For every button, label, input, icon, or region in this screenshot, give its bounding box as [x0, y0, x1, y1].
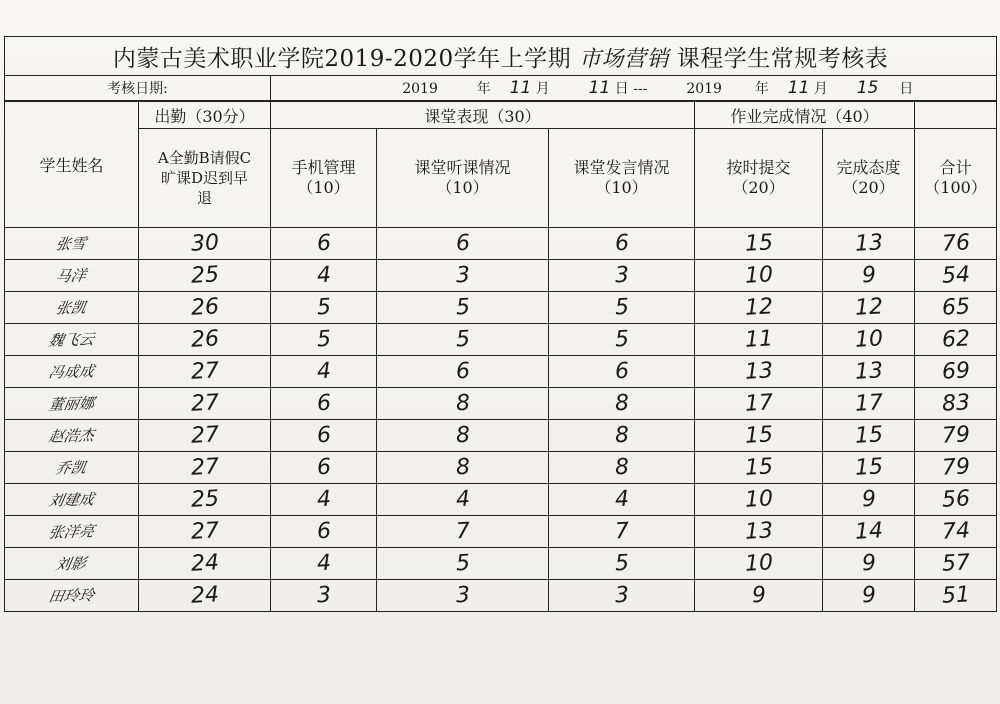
table-row [5, 356, 997, 388]
score-listening: 3 [454, 262, 471, 289]
student-rows [5, 228, 997, 612]
score-attendance: 24 [189, 550, 220, 577]
score-cell-total [915, 324, 997, 356]
table-row [5, 516, 997, 548]
student-name-cell [5, 356, 139, 388]
start-year: 2019 [402, 81, 438, 97]
student-name-cell [5, 420, 139, 452]
score-phone: 4 [315, 550, 332, 577]
score-speaking: 4 [613, 486, 630, 513]
score-cell-speaking [549, 292, 695, 324]
student-name-cell [5, 580, 139, 612]
score-total: 62 [940, 326, 971, 353]
header-attendance: 出勤（30分） [139, 101, 271, 129]
score-listening: 4 [454, 486, 471, 513]
score-cell-listening [377, 292, 549, 324]
total-label: 合计 [939, 158, 972, 177]
score-cell-attitude [823, 452, 915, 484]
title-suffix: 课程学生常规考核表 [676, 45, 889, 72]
score-cell-attendance [139, 324, 271, 356]
score-speaking: 3 [613, 262, 630, 289]
score-phone: 6 [315, 518, 332, 545]
year-char-1: 年 [476, 81, 491, 97]
student-name-cell [5, 452, 139, 484]
score-cell-attendance [139, 580, 271, 612]
score-total: 79 [940, 454, 971, 481]
score-on-time: 9 [750, 582, 767, 609]
header-speaking [549, 129, 695, 228]
student-name: 董丽娜 [47, 394, 96, 414]
score-cell-attitude [823, 484, 915, 516]
score-cell-phone [271, 484, 377, 516]
score-attitude: 9 [860, 486, 877, 513]
score-attendance: 26 [189, 326, 220, 353]
score-cell-attendance [139, 452, 271, 484]
day-char-2: 日 [899, 81, 914, 97]
score-phone: 4 [315, 486, 332, 513]
score-attendance: 25 [189, 486, 220, 513]
score-cell-phone [271, 356, 377, 388]
score-cell-total [915, 260, 997, 292]
score-attendance: 27 [189, 422, 220, 449]
score-attendance: 27 [189, 390, 220, 417]
score-cell-on-time [695, 228, 823, 260]
title-prefix: 内蒙古美术职业学院2019-2020学年上学期 [112, 45, 572, 72]
score-attitude: 14 [853, 518, 884, 545]
score-cell-total [915, 356, 997, 388]
start-day: 11 [588, 78, 611, 98]
student-name: 乔凯 [54, 458, 89, 478]
student-name: 赵浩杰 [47, 426, 96, 446]
score-cell-on-time [695, 356, 823, 388]
score-on-time: 10 [743, 550, 774, 577]
score-cell-phone [271, 292, 377, 324]
score-cell-speaking [549, 452, 695, 484]
score-total: 79 [940, 422, 971, 449]
score-attitude: 10 [853, 326, 884, 353]
score-on-time: 15 [743, 454, 774, 481]
score-cell-attendance [139, 228, 271, 260]
score-total: 74 [940, 518, 971, 545]
header-listening [377, 129, 549, 228]
assessment-table [4, 36, 997, 612]
score-cell-phone [271, 324, 377, 356]
score-phone: 5 [315, 294, 332, 321]
student-name: 田玲玲 [47, 586, 96, 606]
score-cell-attendance [139, 356, 271, 388]
score-listening: 3 [454, 582, 471, 609]
score-cell-listening [377, 228, 549, 260]
score-cell-attendance [139, 516, 271, 548]
score-on-time: 15 [743, 230, 774, 257]
score-cell-speaking [549, 580, 695, 612]
speaking-label: 课堂发言情况 [573, 158, 670, 177]
student-name: 马洋 [54, 266, 89, 286]
score-listening: 7 [454, 518, 471, 545]
header-attendance-codes [139, 129, 271, 228]
student-name-cell [5, 228, 139, 260]
month-char-1: 月 [535, 81, 550, 97]
score-attendance: 24 [189, 582, 220, 609]
end-month: 11 [787, 78, 810, 98]
attitude-max: （20） [842, 178, 895, 197]
phone-max: （10） [297, 178, 350, 197]
score-speaking: 5 [613, 326, 630, 353]
score-cell-attitude [823, 228, 915, 260]
score-attendance: 27 [189, 358, 220, 385]
start-month: 11 [509, 78, 532, 98]
score-cell-listening [377, 580, 549, 612]
score-cell-listening [377, 452, 549, 484]
score-cell-on-time [695, 484, 823, 516]
score-cell-listening [377, 260, 549, 292]
score-cell-phone [271, 516, 377, 548]
score-speaking: 6 [613, 230, 630, 257]
score-cell-on-time [695, 548, 823, 580]
table-row [5, 324, 997, 356]
score-attitude: 9 [860, 582, 877, 609]
score-total: 83 [940, 390, 971, 417]
score-cell-total [915, 292, 997, 324]
score-on-time: 15 [743, 422, 774, 449]
student-name: 张洋亮 [47, 522, 96, 542]
score-cell-listening [377, 388, 549, 420]
student-name-cell [5, 516, 139, 548]
score-cell-listening [377, 548, 549, 580]
score-listening: 8 [454, 454, 471, 481]
score-on-time: 13 [743, 518, 774, 545]
attendance-code-line-3: 退 [196, 189, 212, 207]
score-cell-on-time [695, 324, 823, 356]
score-cell-phone [271, 580, 377, 612]
score-phone: 5 [315, 326, 332, 353]
score-cell-attendance [139, 484, 271, 516]
score-attitude: 17 [853, 390, 884, 417]
score-cell-speaking [549, 228, 695, 260]
score-phone: 6 [315, 390, 332, 417]
speaking-max: （10） [595, 178, 648, 197]
table-row [5, 388, 997, 420]
score-cell-total [915, 228, 997, 260]
score-cell-phone [271, 452, 377, 484]
student-name: 刘建成 [47, 490, 96, 510]
score-cell-speaking [549, 420, 695, 452]
score-cell-attitude [823, 516, 915, 548]
student-name-cell [5, 388, 139, 420]
student-name-cell [5, 260, 139, 292]
score-cell-total [915, 388, 997, 420]
score-attitude: 9 [860, 550, 877, 577]
score-attitude: 13 [853, 358, 884, 385]
table-row [5, 548, 997, 580]
score-attendance: 27 [189, 454, 220, 481]
score-cell-total [915, 420, 997, 452]
score-total: 69 [940, 358, 971, 385]
score-listening: 5 [454, 326, 471, 353]
on-time-max: （20） [732, 178, 785, 197]
score-cell-speaking [549, 548, 695, 580]
attendance-code-line-1: A全勤B请假C [157, 149, 252, 167]
score-cell-speaking [549, 324, 695, 356]
score-speaking: 7 [613, 518, 630, 545]
student-name: 魏飞云 [47, 330, 96, 350]
day-char-1: 日 [614, 81, 629, 97]
title-course: 市场营销 [578, 46, 669, 72]
score-on-time: 17 [743, 390, 774, 417]
on-time-label: 按时提交 [726, 158, 791, 177]
score-on-time: 10 [743, 262, 774, 289]
score-speaking: 6 [613, 358, 630, 385]
score-cell-phone [271, 420, 377, 452]
score-cell-total [915, 580, 997, 612]
score-cell-total [915, 452, 997, 484]
score-cell-on-time [695, 260, 823, 292]
student-name: 冯成成 [47, 362, 96, 382]
score-total: 65 [940, 294, 971, 321]
score-speaking: 3 [613, 582, 630, 609]
score-total: 56 [940, 486, 971, 513]
score-speaking: 5 [613, 294, 630, 321]
score-cell-total [915, 484, 997, 516]
score-attendance: 30 [189, 230, 220, 257]
header-attitude [823, 129, 915, 228]
student-name-cell [5, 292, 139, 324]
score-cell-listening [377, 420, 549, 452]
score-on-time: 13 [743, 358, 774, 385]
listening-max: （10） [436, 178, 489, 197]
end-day: 15 [856, 78, 879, 98]
score-cell-phone [271, 548, 377, 580]
score-cell-listening [377, 324, 549, 356]
score-attendance: 27 [189, 518, 220, 545]
date-separator: --- [633, 81, 648, 97]
score-cell-speaking [549, 516, 695, 548]
score-cell-on-time [695, 452, 823, 484]
score-phone: 4 [315, 262, 332, 289]
header-student-name: 学生姓名 [5, 101, 139, 228]
score-cell-attitude [823, 388, 915, 420]
student-name-cell [5, 548, 139, 580]
score-cell-total [915, 548, 997, 580]
score-cell-phone [271, 388, 377, 420]
score-on-time: 11 [743, 326, 774, 353]
exam-date-label: 考核日期: [5, 76, 271, 102]
total-max: （100） [924, 178, 987, 197]
score-on-time: 10 [743, 486, 774, 513]
student-name: 张雪 [54, 234, 89, 254]
score-cell-attendance [139, 388, 271, 420]
score-on-time: 12 [743, 294, 774, 321]
score-cell-attitude [823, 420, 915, 452]
page-title [5, 37, 997, 76]
score-total: 57 [940, 550, 971, 577]
table-row [5, 452, 997, 484]
header-phone [271, 129, 377, 228]
student-name-cell [5, 484, 139, 516]
header-classroom: 课堂表现（30） [271, 101, 695, 129]
student-name: 张凯 [54, 298, 89, 318]
table-row [5, 292, 997, 324]
score-cell-on-time [695, 292, 823, 324]
score-cell-attitude [823, 324, 915, 356]
header-homework: 作业完成情况（40） [695, 101, 915, 129]
score-listening: 8 [454, 422, 471, 449]
score-cell-phone [271, 260, 377, 292]
score-phone: 3 [315, 582, 332, 609]
table-row [5, 228, 997, 260]
score-cell-attitude [823, 292, 915, 324]
score-phone: 6 [315, 454, 332, 481]
score-cell-attendance [139, 548, 271, 580]
score-listening: 8 [454, 390, 471, 417]
table-row [5, 580, 997, 612]
attendance-code-line-2: 旷课D迟到早 [160, 169, 249, 187]
score-attendance: 26 [189, 294, 220, 321]
table-row [5, 484, 997, 516]
score-cell-on-time [695, 420, 823, 452]
score-attitude: 15 [853, 454, 884, 481]
score-cell-speaking [549, 484, 695, 516]
score-attitude: 9 [860, 262, 877, 289]
score-cell-on-time [695, 516, 823, 548]
year-char-2: 年 [754, 81, 769, 97]
score-speaking: 8 [613, 422, 630, 449]
score-speaking: 5 [613, 550, 630, 577]
table-row [5, 260, 997, 292]
table-row [5, 420, 997, 452]
score-cell-attendance [139, 292, 271, 324]
header-on-time [695, 129, 823, 228]
listening-label: 课堂听课情况 [414, 158, 511, 177]
score-listening: 6 [454, 358, 471, 385]
score-cell-on-time [695, 388, 823, 420]
score-speaking: 8 [613, 390, 630, 417]
score-total: 76 [940, 230, 971, 257]
score-cell-listening [377, 356, 549, 388]
score-attendance: 25 [189, 262, 220, 289]
exam-date-range [271, 76, 997, 102]
score-total: 51 [940, 582, 971, 609]
score-speaking: 8 [613, 454, 630, 481]
month-char-2: 月 [813, 81, 828, 97]
score-cell-listening [377, 516, 549, 548]
score-attitude: 13 [853, 230, 884, 257]
score-cell-on-time [695, 580, 823, 612]
score-listening: 5 [454, 550, 471, 577]
score-listening: 5 [454, 294, 471, 321]
student-name-cell [5, 324, 139, 356]
score-cell-attendance [139, 260, 271, 292]
score-phone: 6 [315, 230, 332, 257]
header-blank [915, 101, 997, 129]
score-cell-attendance [139, 420, 271, 452]
attitude-label: 完成态度 [836, 158, 901, 177]
score-cell-phone [271, 228, 377, 260]
score-cell-speaking [549, 356, 695, 388]
score-listening: 6 [454, 230, 471, 257]
score-attitude: 12 [853, 294, 884, 321]
score-total: 54 [940, 262, 971, 289]
header-total [915, 129, 997, 228]
score-cell-attitude [823, 580, 915, 612]
student-name: 刘影 [54, 554, 89, 574]
score-cell-attitude [823, 356, 915, 388]
score-attitude: 15 [853, 422, 884, 449]
score-cell-attitude [823, 260, 915, 292]
score-cell-speaking [549, 388, 695, 420]
score-cell-attitude [823, 548, 915, 580]
score-cell-total [915, 516, 997, 548]
score-phone: 6 [315, 422, 332, 449]
score-phone: 4 [315, 358, 332, 385]
score-cell-listening [377, 484, 549, 516]
phone-label: 手机管理 [291, 158, 356, 177]
score-cell-speaking [549, 260, 695, 292]
end-year: 2019 [686, 81, 722, 97]
